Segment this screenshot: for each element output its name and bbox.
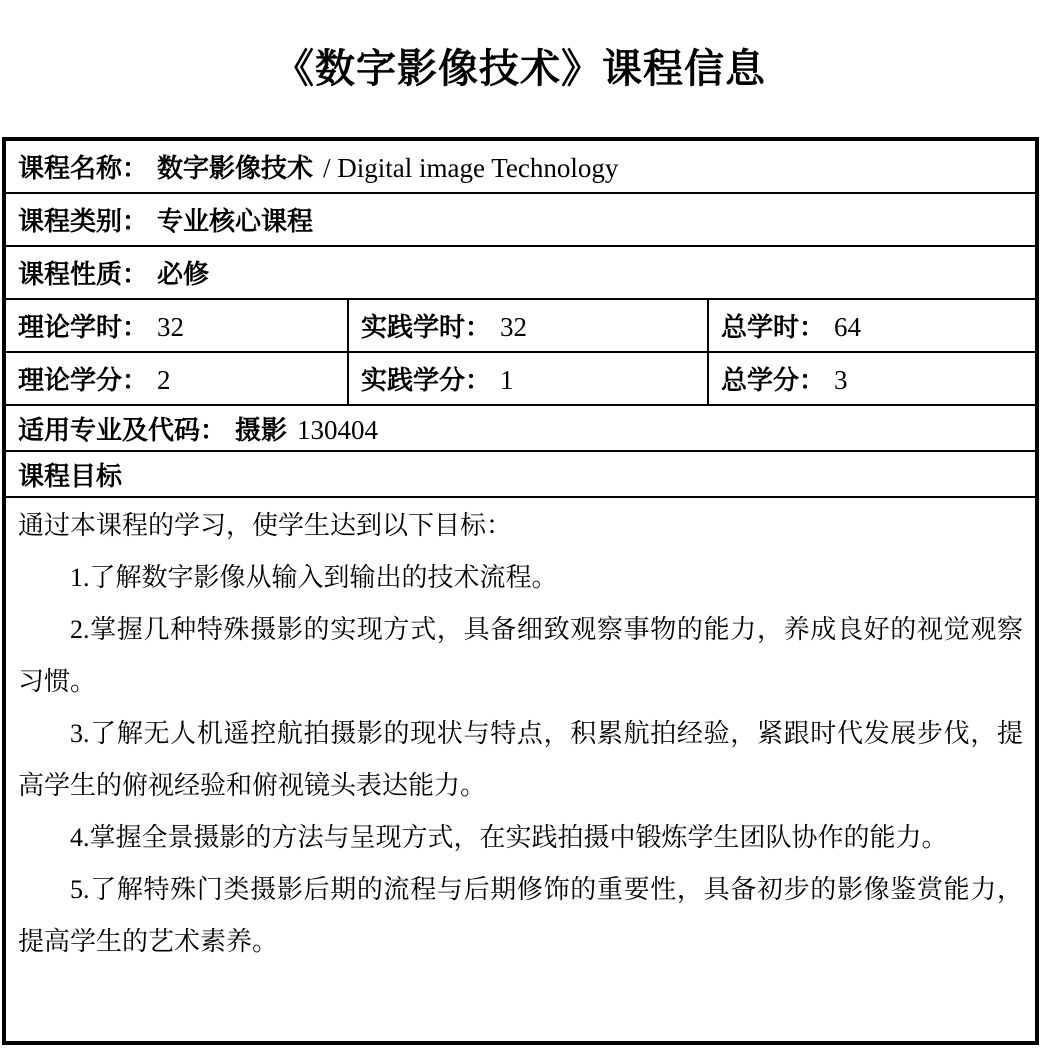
objective-item-2: 2.掌握几种特殊摄影的实现方式，具备细致观察事物的能力，养成良好的视觉观察习惯。 <box>18 615 1023 696</box>
document-page <box>0 45 1040 1060</box>
course-category-value: 专业核心课程 <box>157 206 314 236</box>
major-label: 适用专业及代码： <box>18 414 227 445</box>
cell-objectives-body <box>4 497 1037 1043</box>
practice-credits-label: 实践学分： <box>361 365 492 395</box>
practice-credits-value: 1 <box>500 365 514 395</box>
course-name-english: / Digital image Technology <box>323 153 619 183</box>
objective-item-3: 3.了解无人机遥控航拍摄影的现状与特点，积累航拍经验，紧跟时代发展步伐，提高学生的俯视经验和俯视镜头表达能力。 <box>18 719 1023 800</box>
table-row-major <box>4 405 1037 451</box>
cell-course-name <box>4 139 1037 193</box>
major-value: 摄影 <box>235 414 288 445</box>
table-row-credits <box>4 352 1037 405</box>
course-name-value: 数字影像技术 <box>157 153 314 183</box>
course-name-label: 课程名称： <box>18 153 149 183</box>
cell-course-nature <box>4 246 1037 299</box>
theory-hours-label: 理论学时： <box>18 312 149 342</box>
table-row-course-category <box>4 193 1037 246</box>
theory-hours-value: 32 <box>157 312 185 342</box>
course-info-table <box>2 137 1039 1045</box>
course-category-label: 课程类别： <box>18 206 149 236</box>
cell-practice-hours <box>348 299 708 352</box>
objective-item-5: 5.了解特殊门类摄影后期的流程与后期修饰的重要性，具备初步的影像鉴赏能力，提高学生的艺术素养。 <box>18 875 1023 956</box>
cell-total-credits <box>708 352 1037 405</box>
cell-theory-hours <box>4 299 348 352</box>
cell-total-hours <box>708 299 1037 352</box>
major-code: 130404 <box>297 414 379 445</box>
course-nature-value: 必修 <box>157 259 210 289</box>
cell-practice-credits <box>348 352 708 405</box>
cell-objectives-header <box>4 451 1037 497</box>
total-hours-label: 总学时： <box>721 312 826 342</box>
cell-course-category <box>4 193 1037 246</box>
theory-credits-value: 2 <box>157 365 171 395</box>
page-title: 《数字影像技术》课程信息 <box>274 47 766 91</box>
cell-major <box>4 405 1037 451</box>
practice-hours-value: 32 <box>500 312 528 342</box>
course-nature-label: 课程性质： <box>18 259 149 289</box>
theory-credits-label: 理论学分： <box>18 365 149 395</box>
objective-item-1: 1.了解数字影像从输入到输出的技术流程。 <box>70 563 558 592</box>
table-row-hours <box>4 299 1037 352</box>
practice-hours-label: 实践学时： <box>361 312 492 342</box>
cell-theory-credits <box>4 352 348 405</box>
total-credits-value: 3 <box>834 365 848 395</box>
objectives-header-label: 课程目标 <box>18 460 123 491</box>
table-row-course-nature <box>4 246 1037 299</box>
total-hours-value: 64 <box>834 312 862 342</box>
objective-item-4: 4.掌握全景摄影的方法与呈现方式，在实践拍摄中锻炼学生团队协作的能力。 <box>70 823 948 852</box>
table-row-course-name <box>4 139 1037 193</box>
objectives-intro: 通过本课程的学习，使学生达到以下目标： <box>18 511 513 540</box>
total-credits-label: 总学分： <box>721 365 826 395</box>
table-row-objectives-header <box>4 451 1037 497</box>
table-row-objectives-body <box>4 497 1037 1043</box>
